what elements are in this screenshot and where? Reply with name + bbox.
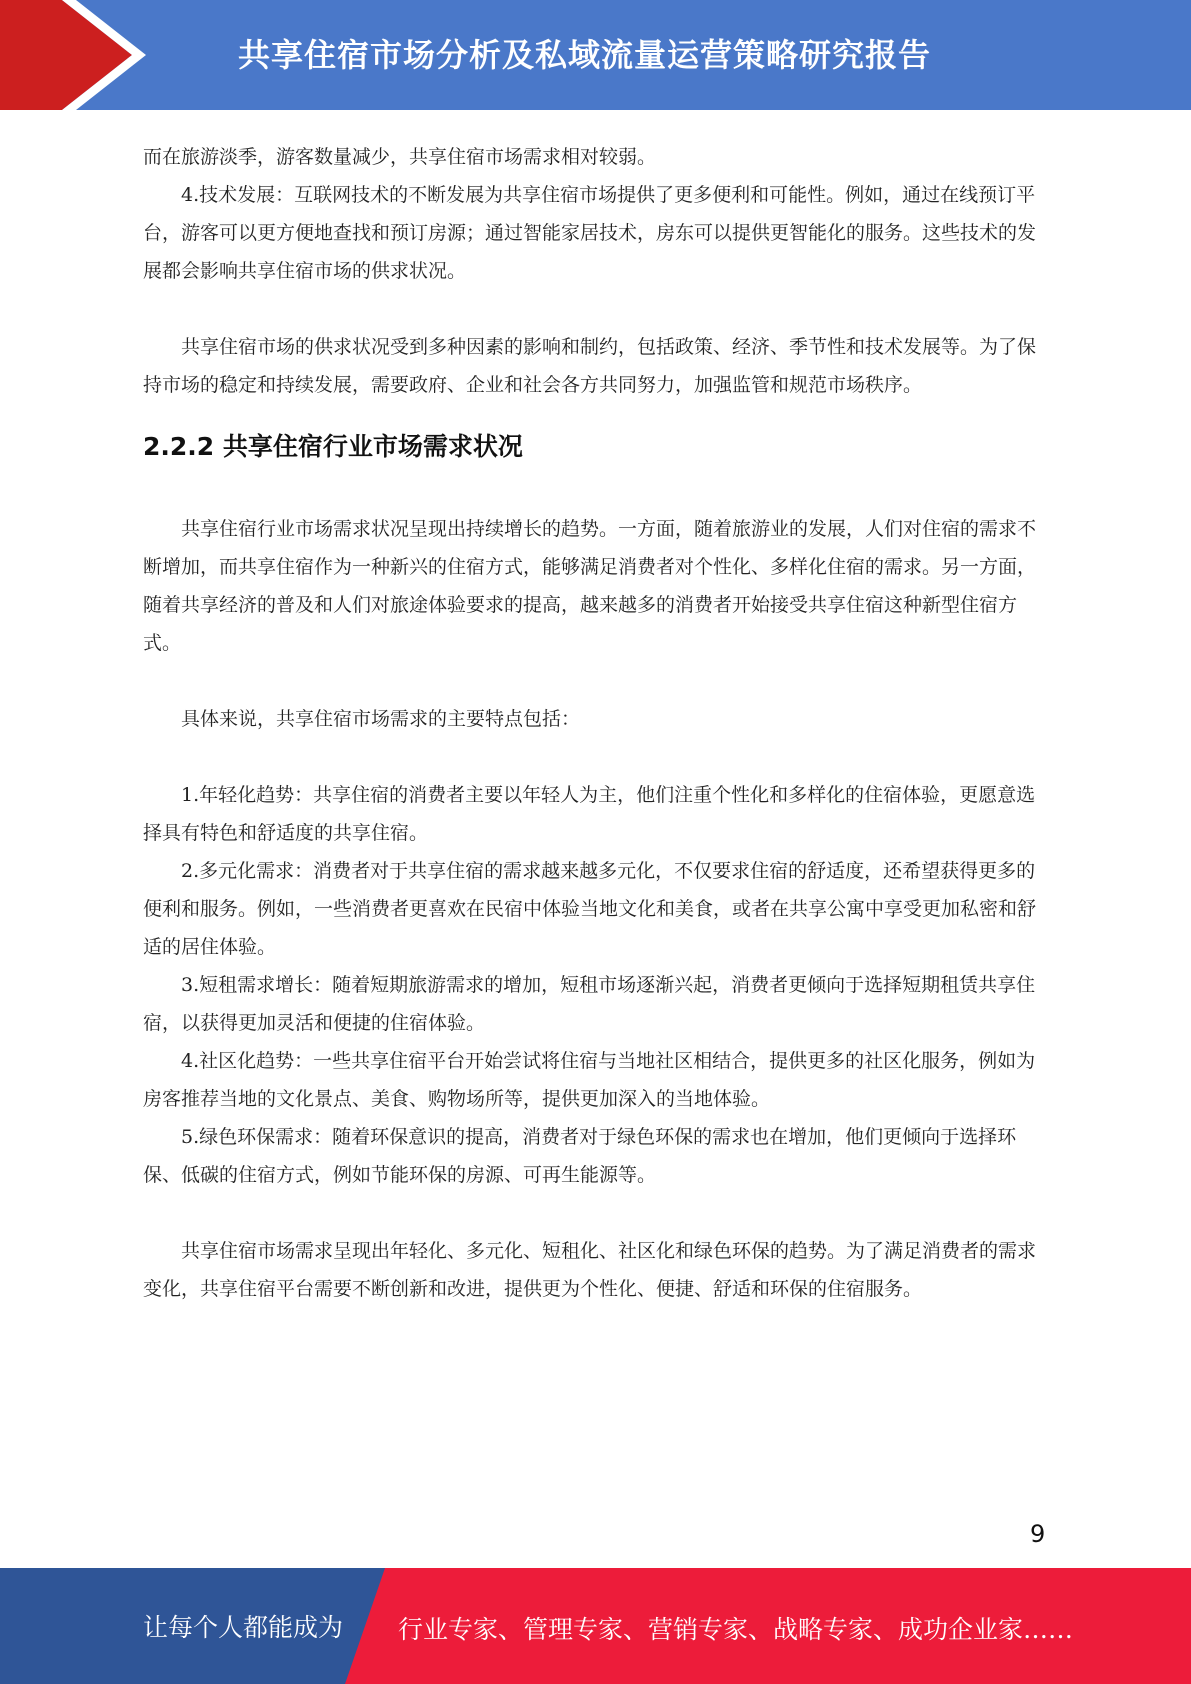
paragraph: 共享住宿行业市场需求状况呈现出持续增长的趋势。一方面，随着旅游业的发展，人们对住宿的需求不断增加，而共享住宿作为一种新兴的住宿方式，能够满足消费者对个性化、多样化住宿的需求。另一方面，随着共享经济的普及和人们对旅途体验要求的提高，越来越多的消费者开始接受共享住宿这种新型住宿方式。 [143,518,1037,654]
paragraph: 具体来说，共享住宿市场需求的主要特点包括： [181,708,581,730]
page-header-band [0,0,1191,110]
page-footer-band [0,1568,1191,1684]
red-arrow-decoration [0,0,160,110]
list-item: 1.年轻化趋势：共享住宿的消费者主要以年轻人为主，他们注重个性化和多样化的住宿体验，更愿意选择具有特色和舒适度的共享住宿。 [143,784,1036,844]
list-item: 5.绿色环保需求：随着环保意识的提高，消费者对于绿色环保的需求也在增加，他们更倾向于选择环保、低碳的住宿方式，例如节能环保的房源、可再生能源等。 [143,1126,1017,1186]
paragraph: 4.技术发展：互联网技术的不断发展为共享住宿市场提供了更多便利和可能性。例如，通过在线预订平台，游客可以更方便地查找和预订房源；通过智能家居技术，房东可以提供更智能化的服务。这些技术的发展都会影响共享住宿市场的供求状况。 [143,184,1037,282]
section-heading: 2.2.2 共享住宿行业市场需求状况 [143,432,523,461]
paragraph: 而在旅游淡季，游客数量减少，共享住宿市场需求相对较弱。 [143,146,657,168]
list-item: 4.社区化趋势：一些共享住宿平台开始尝试将住宿与当地社区相结合，提供更多的社区化服务，例如为房客推荐当地的文化景点、美食、购物场所等，提供更加深入的当地体验。 [143,1050,1036,1110]
list-item: 2.多元化需求：消费者对于共享住宿的需求越来越多元化，不仅要求住宿的舒适度，还希望获得更多的便利和服务。例如，一些消费者更喜欢在民宿中体验当地文化和美食，或者在共享公寓中享受更加私密和舒适的居住体验。 [143,860,1037,958]
report-title: 共享住宿市场分析及私域流量运营策略研究报告 [238,36,932,74]
footer-slogan: 让每个人都能成为 [143,1613,344,1642]
page-number: 9 [1030,1520,1046,1548]
list-item: 3.短租需求增长：随着短期旅游需求的增加，短租市场逐渐兴起，消费者更倾向于选择短期租赁共享住宿，以获得更加灵活和便捷的住宿体验。 [143,974,1036,1034]
paragraph: 共享住宿市场需求呈现出年轻化、多元化、短租化、社区化和绿色环保的趋势。为了满足消费者的需求变化，共享住宿平台需要不断创新和改进，提供更为个性化、便捷、舒适和环保的住宿服务。 [143,1240,1037,1300]
footer-tagline: 行业专家、管理专家、营销专家、战略专家、成功企业家…… [398,1615,1074,1644]
document-body [143,138,1045,1308]
paragraph: 共享住宿市场的供求状况受到多种因素的影响和制约，包括政策、经济、季节性和技术发展等。为了保持市场的稳定和持续发展，需要政府、企业和社会各方共同努力，加强监管和规范市场秩序。 [143,336,1037,396]
